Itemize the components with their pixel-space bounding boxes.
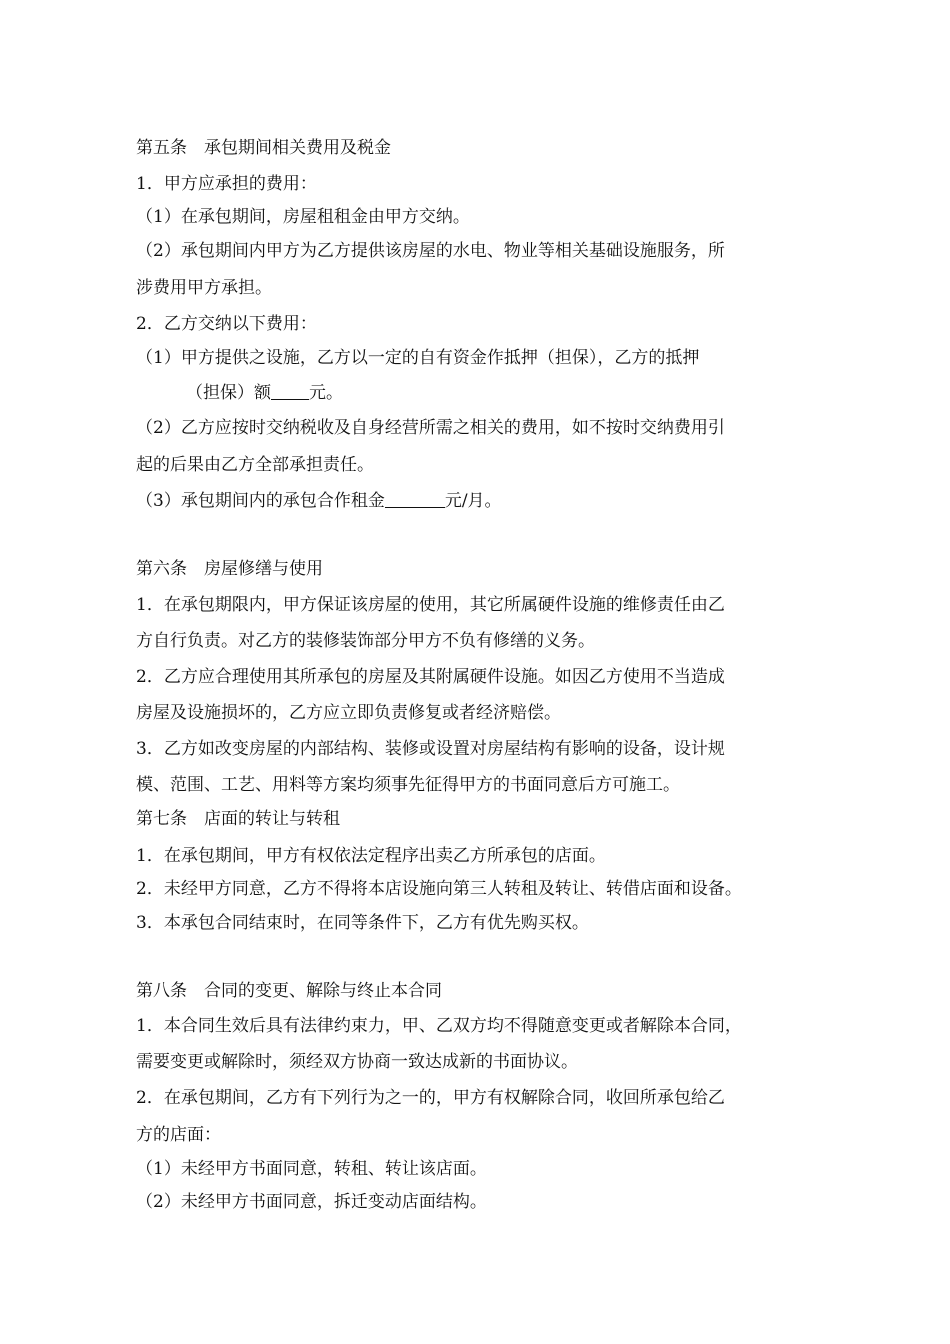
s5-line-5b [186, 383, 343, 403]
rent-amount-blank [385, 491, 445, 508]
s7-line-3: 3．本承包合同结束时，在同等条件下，乙方有优先购买权。 [136, 913, 589, 933]
section-6-title: 第六条 房屋修缮与使用 [136, 559, 323, 579]
s8-line-2b: 方的店面： [136, 1125, 221, 1145]
s8-line-1a: 1．本合同生效后具有法律约束力，甲、乙双方均不得随意变更或者解除本合同， [136, 1016, 742, 1036]
s6-line-2a: 2．乙方应合理使用其所承包的房屋及其附属硬件设施。如因乙方使用不当造成 [136, 667, 725, 687]
s8-line-4: （2）未经甲方书面同意，拆迁变动店面结构。 [136, 1192, 487, 1212]
s8-line-3: （1）未经甲方书面同意，转租、转让该店面。 [136, 1159, 487, 1179]
s7-line-1: 1．在承包期间，甲方有权依法定程序出卖乙方所承包的店面。 [136, 846, 606, 866]
s6-line-1b: 方自行负责。对乙方的装修装饰部分甲方不负有修缮的义务。 [136, 631, 595, 651]
s6-line-3b: 模、范围、工艺、用料等方案均须事先征得甲方的书面同意后方可施工。 [136, 775, 680, 795]
s6-line-2b: 房屋及设施损坏的，乙方应立即负责修复或者经济赔偿。 [136, 703, 561, 723]
s5-line-7-pre: （3）承包期间内的承包合作租金 [136, 491, 385, 511]
s5-line-4: 2．乙方交纳以下费用： [136, 314, 317, 334]
section-8-title: 第八条 合同的变更、解除与终止本合同 [136, 981, 442, 1001]
s5-line-5b-post: 元。 [309, 383, 343, 403]
s5-line-7 [136, 491, 502, 511]
s5-line-5b-pre: （担保）额 [186, 383, 271, 403]
section-5-title: 第五条 承包期间相关费用及税金 [136, 138, 391, 158]
s8-line-1b: 需要变更或解除时，须经双方协商一致达成新的书面协议。 [136, 1052, 578, 1072]
s5-line-7-post: 元/月。 [444, 491, 502, 511]
s5-line-2: （1）在承包期间，房屋租租金由甲方交纳。 [136, 207, 470, 227]
s5-line-5a: （1）甲方提供之设施，乙方以一定的自有资金作抵押（担保），乙方的抵押 [136, 348, 700, 368]
s5-line-6a: （2）乙方应按时交纳税收及自身经营所需之相关的费用，如不按时交纳费用引 [136, 418, 725, 438]
section-7-title: 第七条 店面的转让与转租 [136, 809, 340, 829]
s7-line-2: 2．未经甲方同意，乙方不得将本店设施向第三人转租及转让、转借店面和设备。 [136, 879, 742, 899]
s6-line-3a: 3．乙方如改变房屋的内部结构、装修或设置对房屋结构有影响的设备，设计规 [136, 739, 725, 759]
deposit-amount-blank [271, 383, 309, 400]
s8-line-2a: 2．在承包期间，乙方有下列行为之一的，甲方有权解除合同，收回所承包给乙 [136, 1088, 725, 1108]
s5-line-1: 1．甲方应承担的费用： [136, 174, 317, 194]
s5-line-3a: （2）承包期间内甲方为乙方提供该房屋的水电、物业等相关基础设施服务，所 [136, 241, 725, 261]
s5-line-3b: 涉费用甲方承担。 [136, 278, 272, 298]
s5-line-6b: 起的后果由乙方全部承担责任。 [136, 455, 374, 475]
s6-line-1a: 1．在承包期限内，甲方保证该房屋的使用，其它所属硬件设施的维修责任由乙 [136, 595, 725, 615]
